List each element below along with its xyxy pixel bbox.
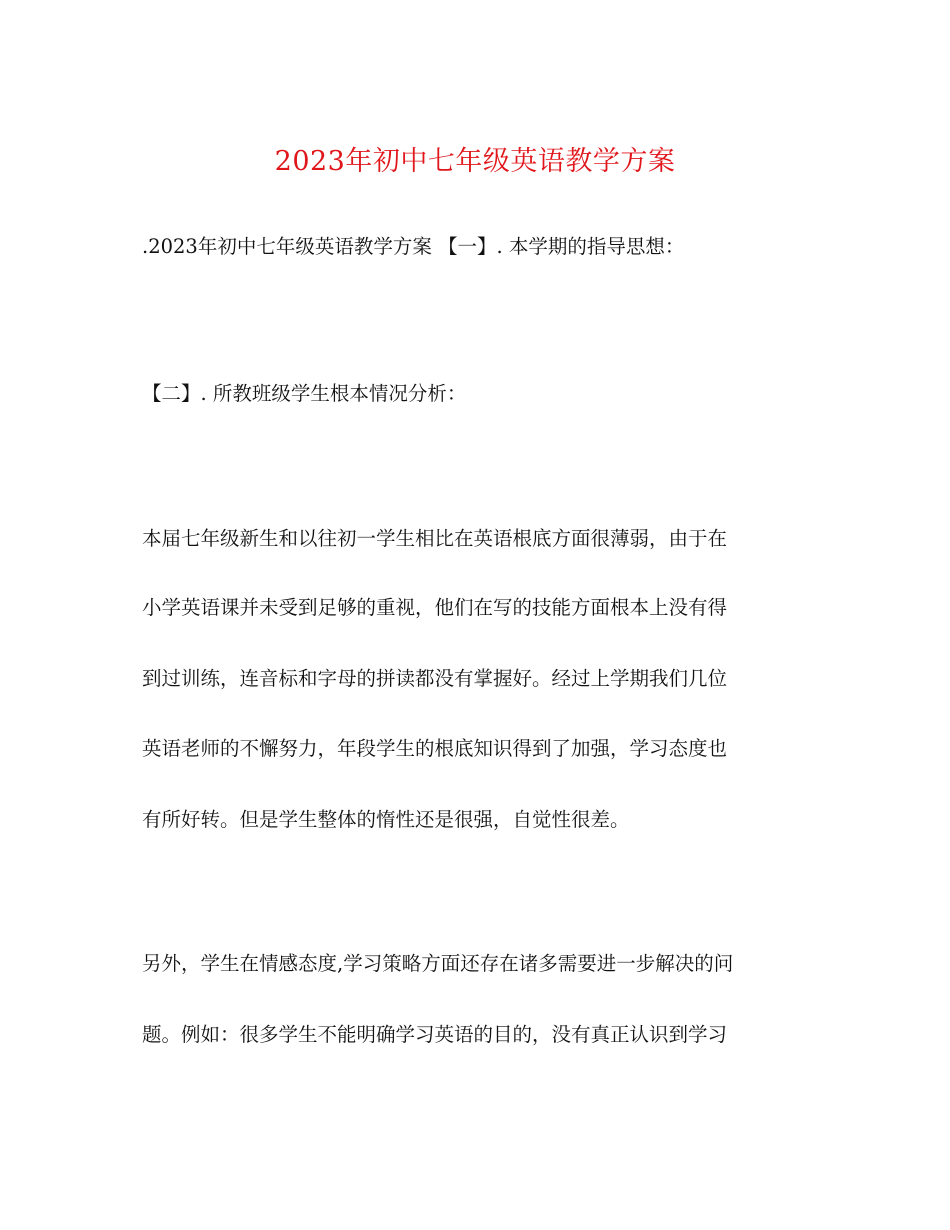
section-two-heading: 【二】. 所教班级学生根本情况分析： (142, 382, 467, 405)
paragraph-line: 题。例如：很多学生不能明确学习英语的目的，没有真正认识到学习 (142, 1023, 728, 1046)
paragraph-line: 英语老师的不懈努力，年段学生的根底知识得到了加强，学习态度也 (142, 737, 728, 760)
paragraph-line: 到过训练，连音标和字母的拼读都没有掌握好。经过上学期我们几位 (142, 667, 728, 690)
section-one-heading: .2023年初中七年级英语教学方案 【一】. 本学期的指导思想： (142, 235, 685, 258)
paragraph-line: 本届七年级新生和以往初一学生相比在英语根底方面很薄弱，由于在 (142, 527, 728, 550)
paragraph-line: 小学英语课并未受到足够的重视，他们在写的技能方面根本上没有得 (142, 596, 728, 619)
document-title: 2023年初中七年级英语教学方案 (274, 146, 676, 177)
paragraph-line: 另外，学生在情感态度,学习策略方面还存在诸多需要进一步解决的问 (142, 952, 734, 975)
paragraph-line: 有所好转。但是学生整体的惰性还是很强，自觉性很差。 (142, 808, 630, 831)
